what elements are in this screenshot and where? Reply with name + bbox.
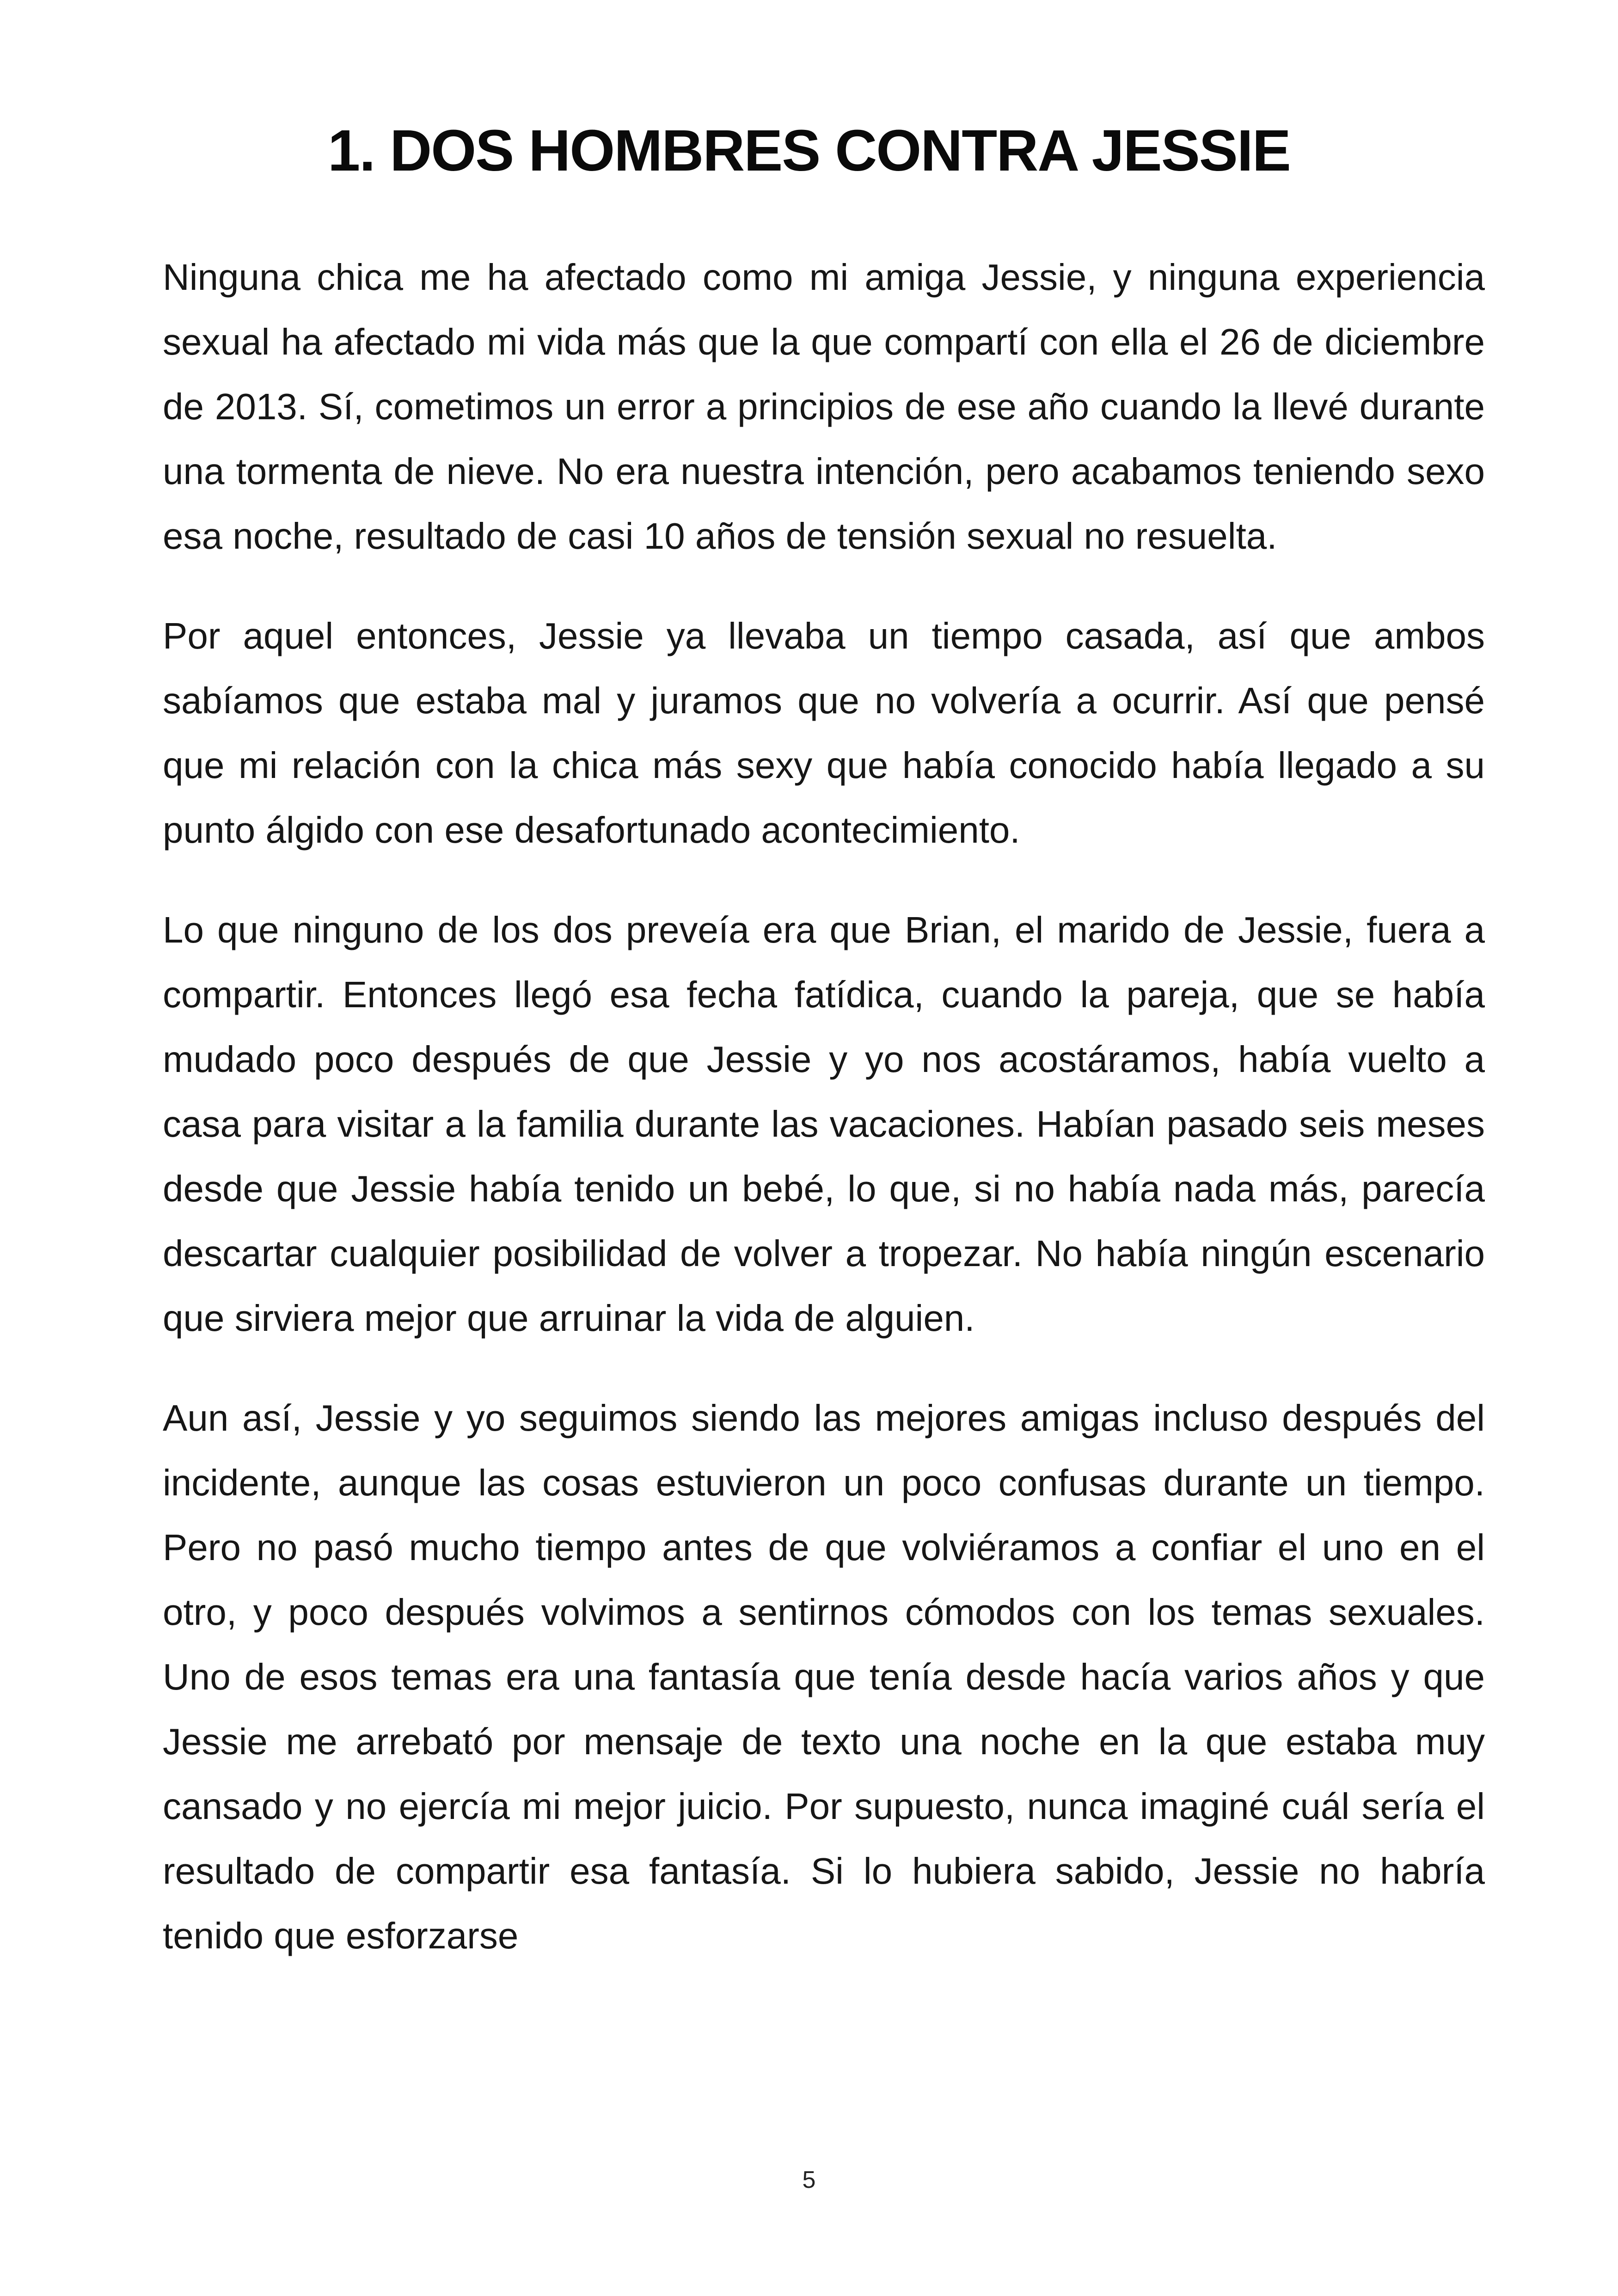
paragraph-3: Lo que ninguno de los dos preveía era que Brian, el marido de Jessie, fuera a compartir. Entonces llegó esa fecha fatídica, cuando la pareja, que se había mudado poco después de que Jessie y yo nos acostáramos, había vuelto a casa para visitar a la familia durante las vacaciones. Habían pasado seis meses desde que Jessie había tenido un bebé, lo que, si no había nada más, parecía descartar cualquier posibilidad de volver a tropezar. No había ningún escenario que sirviera mejor que arruinar la vida de alguien. — [163, 909, 1485, 1339]
chapter-body — [163, 245, 1485, 1968]
chapter-title: 1. DOS HOMBRES CONTRA JESSIE — [328, 118, 1290, 183]
paragraph-4: Aun así, Jessie y yo seguimos siendo las mejores amigas incluso después del incidente, aunque las cosas estuvieron un poco confusas durante un tiempo. Pero no pasó mucho tiempo antes de que volviéramos a confiar el uno en el otro, y poco después volvimos a sentirnos cómodos con los temas sexuales. Uno de esos temas era una fantasía que tenía desde hacía varios años y que Jessie me arrebató por mensaje de texto una noche en la que estaba muy cansado y no ejercía mi mejor juicio. Por supuesto, nunca imaginé cuál sería el resultado de compartir esa fantasía. Si lo hubiera sabido, Jessie no habría tenido que esforzarse — [163, 1397, 1485, 1956]
paragraph-2: Por aquel entonces, Jessie ya llevaba un tiempo casada, así que ambos sabíamos que estaba mal y juramos que no volvería a ocurrir. Así que pensé que mi relación con la chica más sexy que había conocido había llegado a su punto álgido con ese desafortunado acontecimiento. — [163, 615, 1485, 851]
page-number: 5 — [802, 2167, 816, 2193]
paragraph-1: Ninguna chica me ha afectado como mi amiga Jessie, y ninguna experiencia sexual ha afectado mi vida más que la que compartí con ella el 26 de diciembre de 2013. Sí, cometimos un error a principios de ese año cuando la llevé durante una tormenta de nieve. No era nuestra intención, pero acabamos teniendo sexo esa noche, resultado de casi 10 años de tensión sexual no resuelta. — [163, 257, 1485, 557]
